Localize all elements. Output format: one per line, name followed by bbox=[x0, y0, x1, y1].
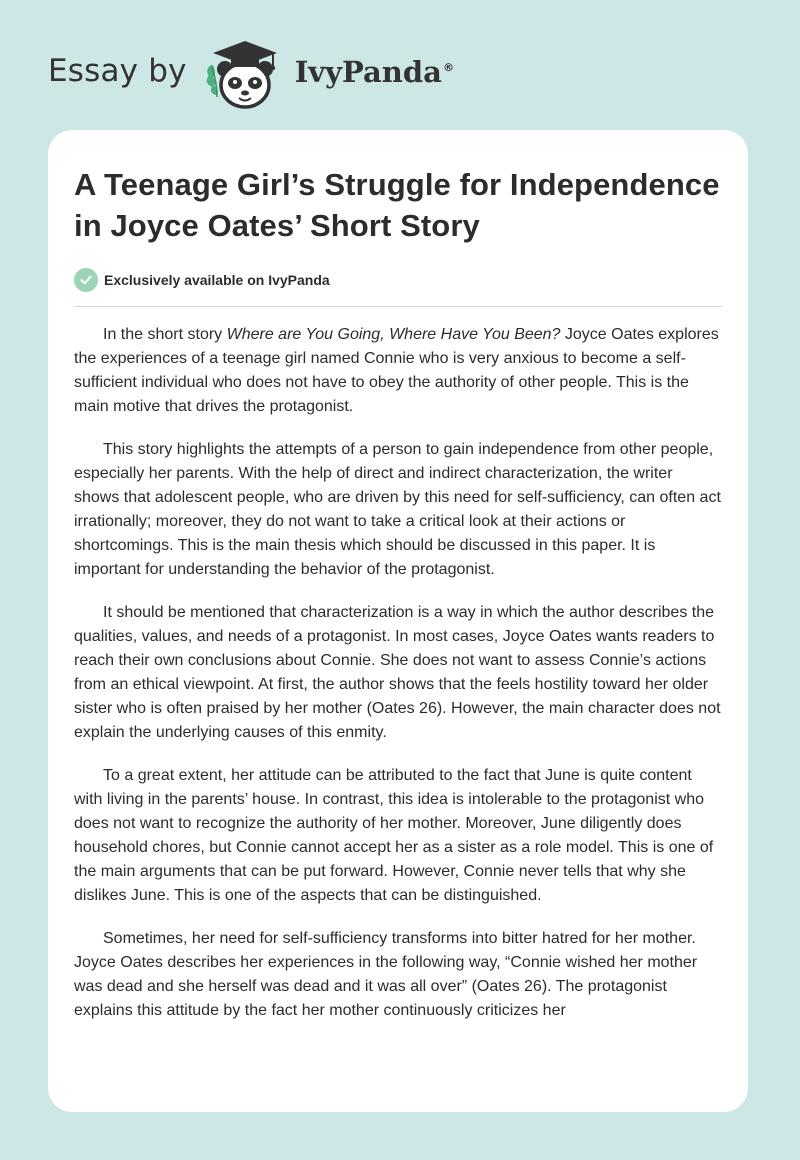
paragraph-2: This story highlights the attempts of a person to gain independence from other people, especially her parents. With the help of direct and indirect characterization, the writer shows that adolescent people, who are driven by this need for self-sufficiency, can often act irrationally; moreover, they do not want to take a critical look at their actions or shortcomings. This is the main thesis which should be discussed in this paper. It is important for understanding the behavior of the protagonist. bbox=[74, 441, 721, 578]
site-header bbox=[48, 34, 454, 114]
panda-graduate-logo-icon[interactable] bbox=[203, 35, 287, 113]
exclusive-label: Exclusively available on IvyPanda bbox=[104, 272, 330, 288]
paragraph-3: It should be mentioned that characterization is a way in which the author describes the qualities, values, and needs of a protagonist. In most cases, Joyce Oates wants readers to reach their own conclusions about Connie. She does not want to assess Connie’s actions from an ethical viewpoint. At first, the author shows that the feels hostility toward her older sister who is often praised by her mother (Oates 26). However, the main character does not explain the underlying causes of this enmity. bbox=[74, 604, 721, 741]
paragraph-5: Sometimes, her need for self-sufficiency transforms into bitter hatred for her mother. Joyce Oates describes her experiences in the following way, “Connie wished her mother was dead and she herself was dead and it was all over” (Oates 26). The protagonist explains this attitude by the fact her mother continuously criticizes her bbox=[74, 930, 698, 1019]
paragraph-4: To a great extent, her attitude can be attributed to the fact that June is quite content with living in the parents’ house. In contrast, this idea is intolerable to the protagonist who does not want to recognize the authority of her mother. Moreover, June diligently does household chores, but Connie cannot accept her as a sister as a role model. This is one of the main arguments that can be put forward. However, Connie never tells that why she dislikes June. This is one of the aspects that can be distinguished. bbox=[74, 767, 714, 904]
brand-name[interactable]: IvyPanda® bbox=[294, 55, 454, 89]
exclusive-notice bbox=[74, 268, 722, 292]
page-title: A Teenage Girl’s Struggle for Independence in Joyce Oates’ Short Story bbox=[74, 167, 720, 243]
divider bbox=[74, 306, 722, 307]
brand-prefix: Essay by bbox=[48, 53, 187, 89]
essay-card bbox=[48, 130, 748, 1112]
check-badge-icon bbox=[74, 268, 98, 292]
story-title: Where are You Going, Where Have You Been? bbox=[226, 326, 561, 343]
paragraph-1: In the short story Where are You Going, Where Have You Been? Joyce Oates explores the experiences of a teenage girl named Connie who is very anxious to become a self-sufficient individual who does not have to obey the authority of other people. This is the main motive that drives the protagonist. bbox=[74, 326, 719, 415]
registered-mark: ® bbox=[442, 61, 454, 75]
